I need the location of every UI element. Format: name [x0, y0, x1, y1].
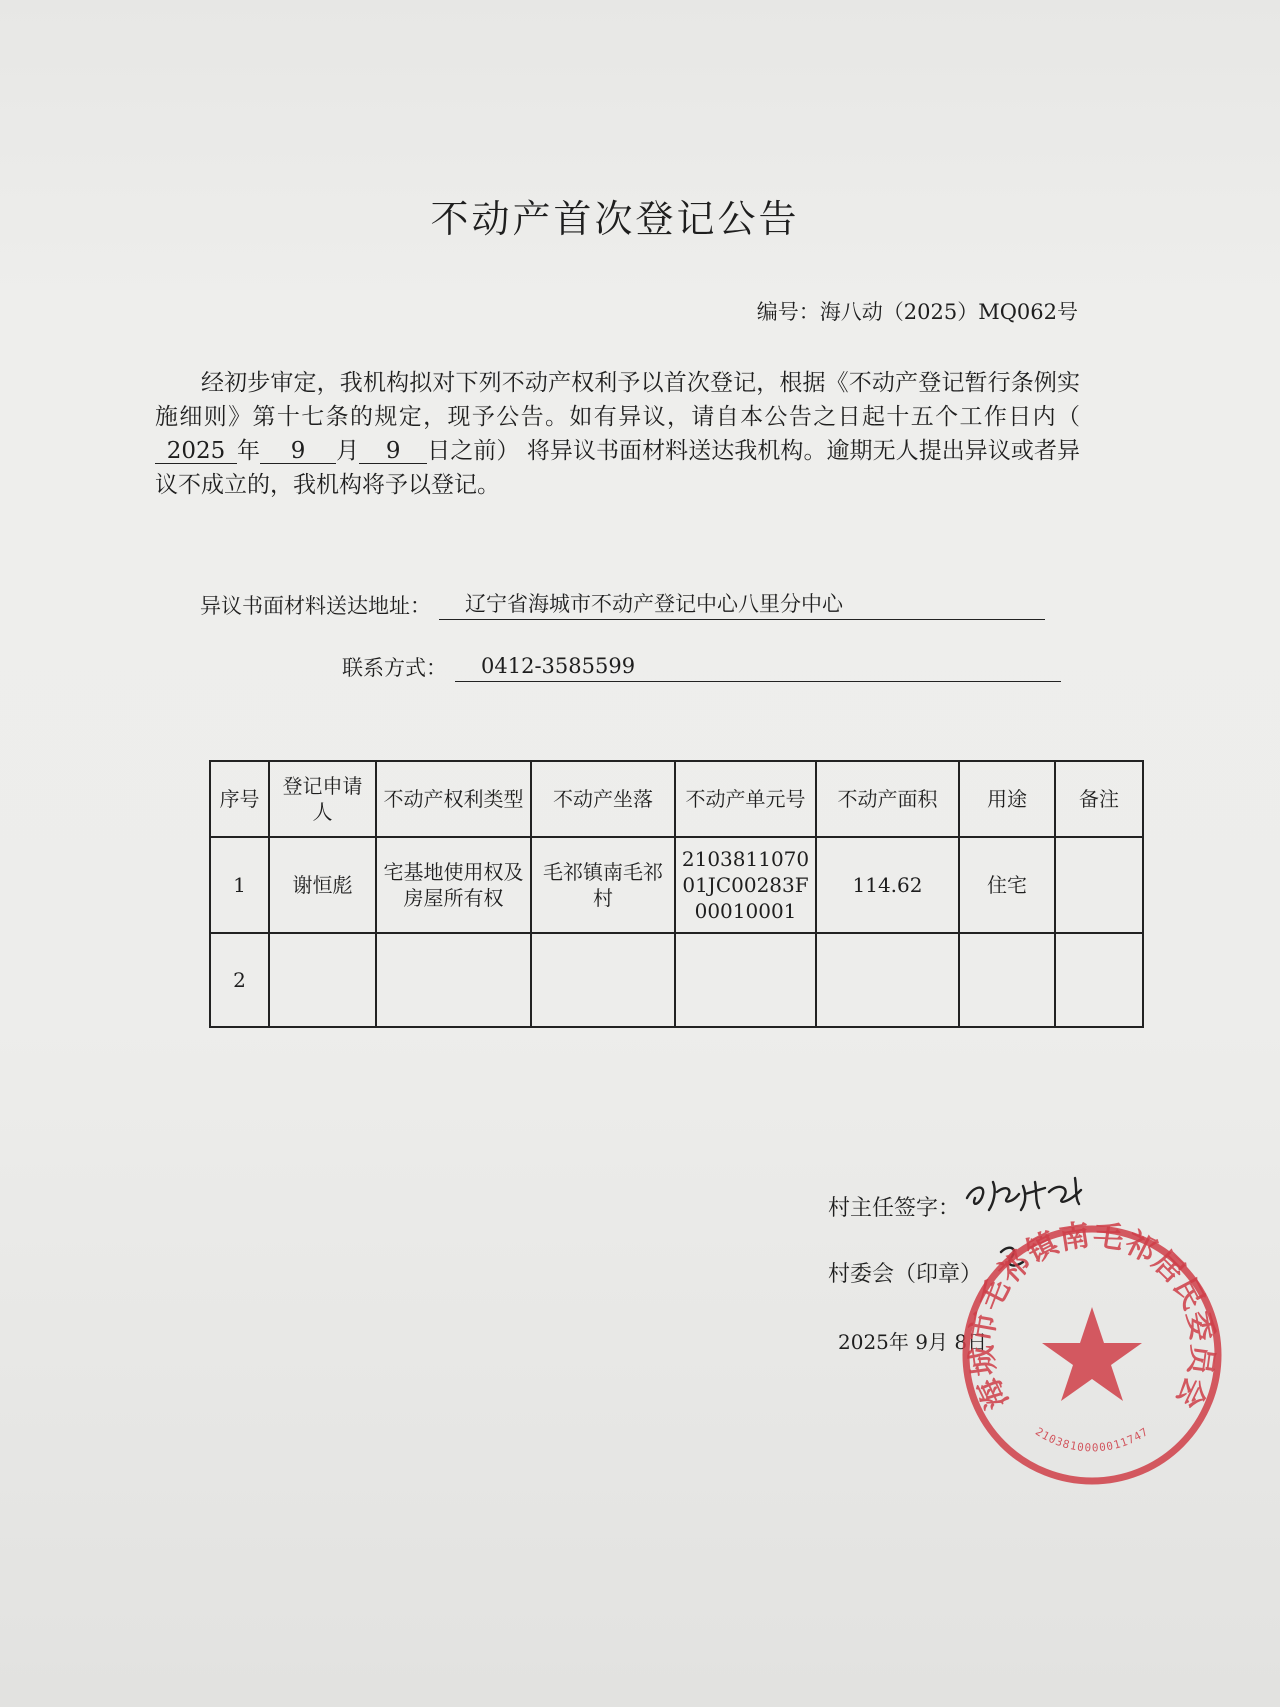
day-blank: 9 [359, 439, 427, 464]
table-cell [269, 933, 376, 1027]
month-blank: 9 [260, 439, 336, 464]
table-cell: 宅基地使用权及房屋所有权 [376, 837, 531, 933]
year-blank: 2025 [155, 439, 237, 464]
registration-table [209, 760, 1144, 1028]
header-cell: 不动产坐落 [531, 761, 675, 837]
contact-label: 联系方式： [342, 656, 447, 680]
table-cell [1055, 837, 1143, 933]
seal-label: 村委会（印章） [828, 1262, 983, 1287]
table-cell [1055, 933, 1143, 1027]
official-seal [952, 1215, 1232, 1495]
document-number: 编号：海八动（2025）MQ062号 [756, 300, 1078, 324]
table-cell: 210381107001JC00283F00010001 [675, 837, 816, 933]
notice-title: 不动产首次登记公告 [430, 197, 800, 241]
body-part1: 经初步审定，我机构拟对下列不动产权利予以首次登记，根据《不动产登记暂行条例实施细则》第十七条的规定，现予公告。如有异议，请自本公告之日起十五个工作日内（ [155, 370, 1080, 430]
address-value: 辽宁省海城市不动产登记中心八里分中心 [439, 591, 1045, 620]
header-cell: 登记申请人 [269, 761, 376, 837]
table-cell [816, 933, 959, 1027]
table-header-row [210, 761, 1143, 837]
table-cell: 谢恒彪 [269, 837, 376, 933]
body-part2: 日之前） 将异议书面材料送达我机构。逾期无人提出异议或者异议不成立的，我机构将予以登记。 [155, 438, 1081, 498]
header-cell: 用途 [959, 761, 1055, 837]
seal-text: 海城市毛祁镇南毛祁居民委员会 [964, 1217, 1220, 1415]
header-cell: 不动产单元号 [675, 761, 816, 837]
contact-row [342, 652, 1061, 682]
header-cell: 序号 [210, 761, 269, 837]
year-unit: 年 [237, 438, 261, 464]
notice-date: 2025年 9月 8日 [838, 1330, 988, 1354]
table-row [210, 837, 1143, 933]
address-row [200, 590, 1045, 620]
table-cell [675, 933, 816, 1027]
table-cell [531, 933, 675, 1027]
address-label: 异议书面材料送达地址： [200, 594, 431, 618]
table-cell: 毛祁镇南毛祁村 [531, 837, 675, 933]
signature-label: 村主任签字： [828, 1196, 961, 1221]
table-cell: 1 [210, 837, 269, 933]
seal-code: 2103810000011747 [1033, 1425, 1151, 1455]
notice-body [155, 366, 1080, 502]
table-cell: 住宅 [959, 837, 1055, 933]
svg-text:2103810000011747 [1033, 1425, 1151, 1454]
signature-handwriting [963, 1168, 1113, 1216]
month-unit: 月 [336, 438, 360, 464]
contact-value: 0412-3585599 [455, 653, 1061, 682]
header-cell: 备注 [1055, 761, 1143, 837]
table-cell [376, 933, 531, 1027]
star-icon [1042, 1307, 1142, 1401]
table-row [210, 933, 1143, 1027]
header-cell: 不动产权利类型 [376, 761, 531, 837]
table-cell [959, 933, 1055, 1027]
table-cell: 114.62 [816, 837, 959, 933]
table-cell: 2 [210, 933, 269, 1027]
header-cell: 不动产面积 [816, 761, 959, 837]
